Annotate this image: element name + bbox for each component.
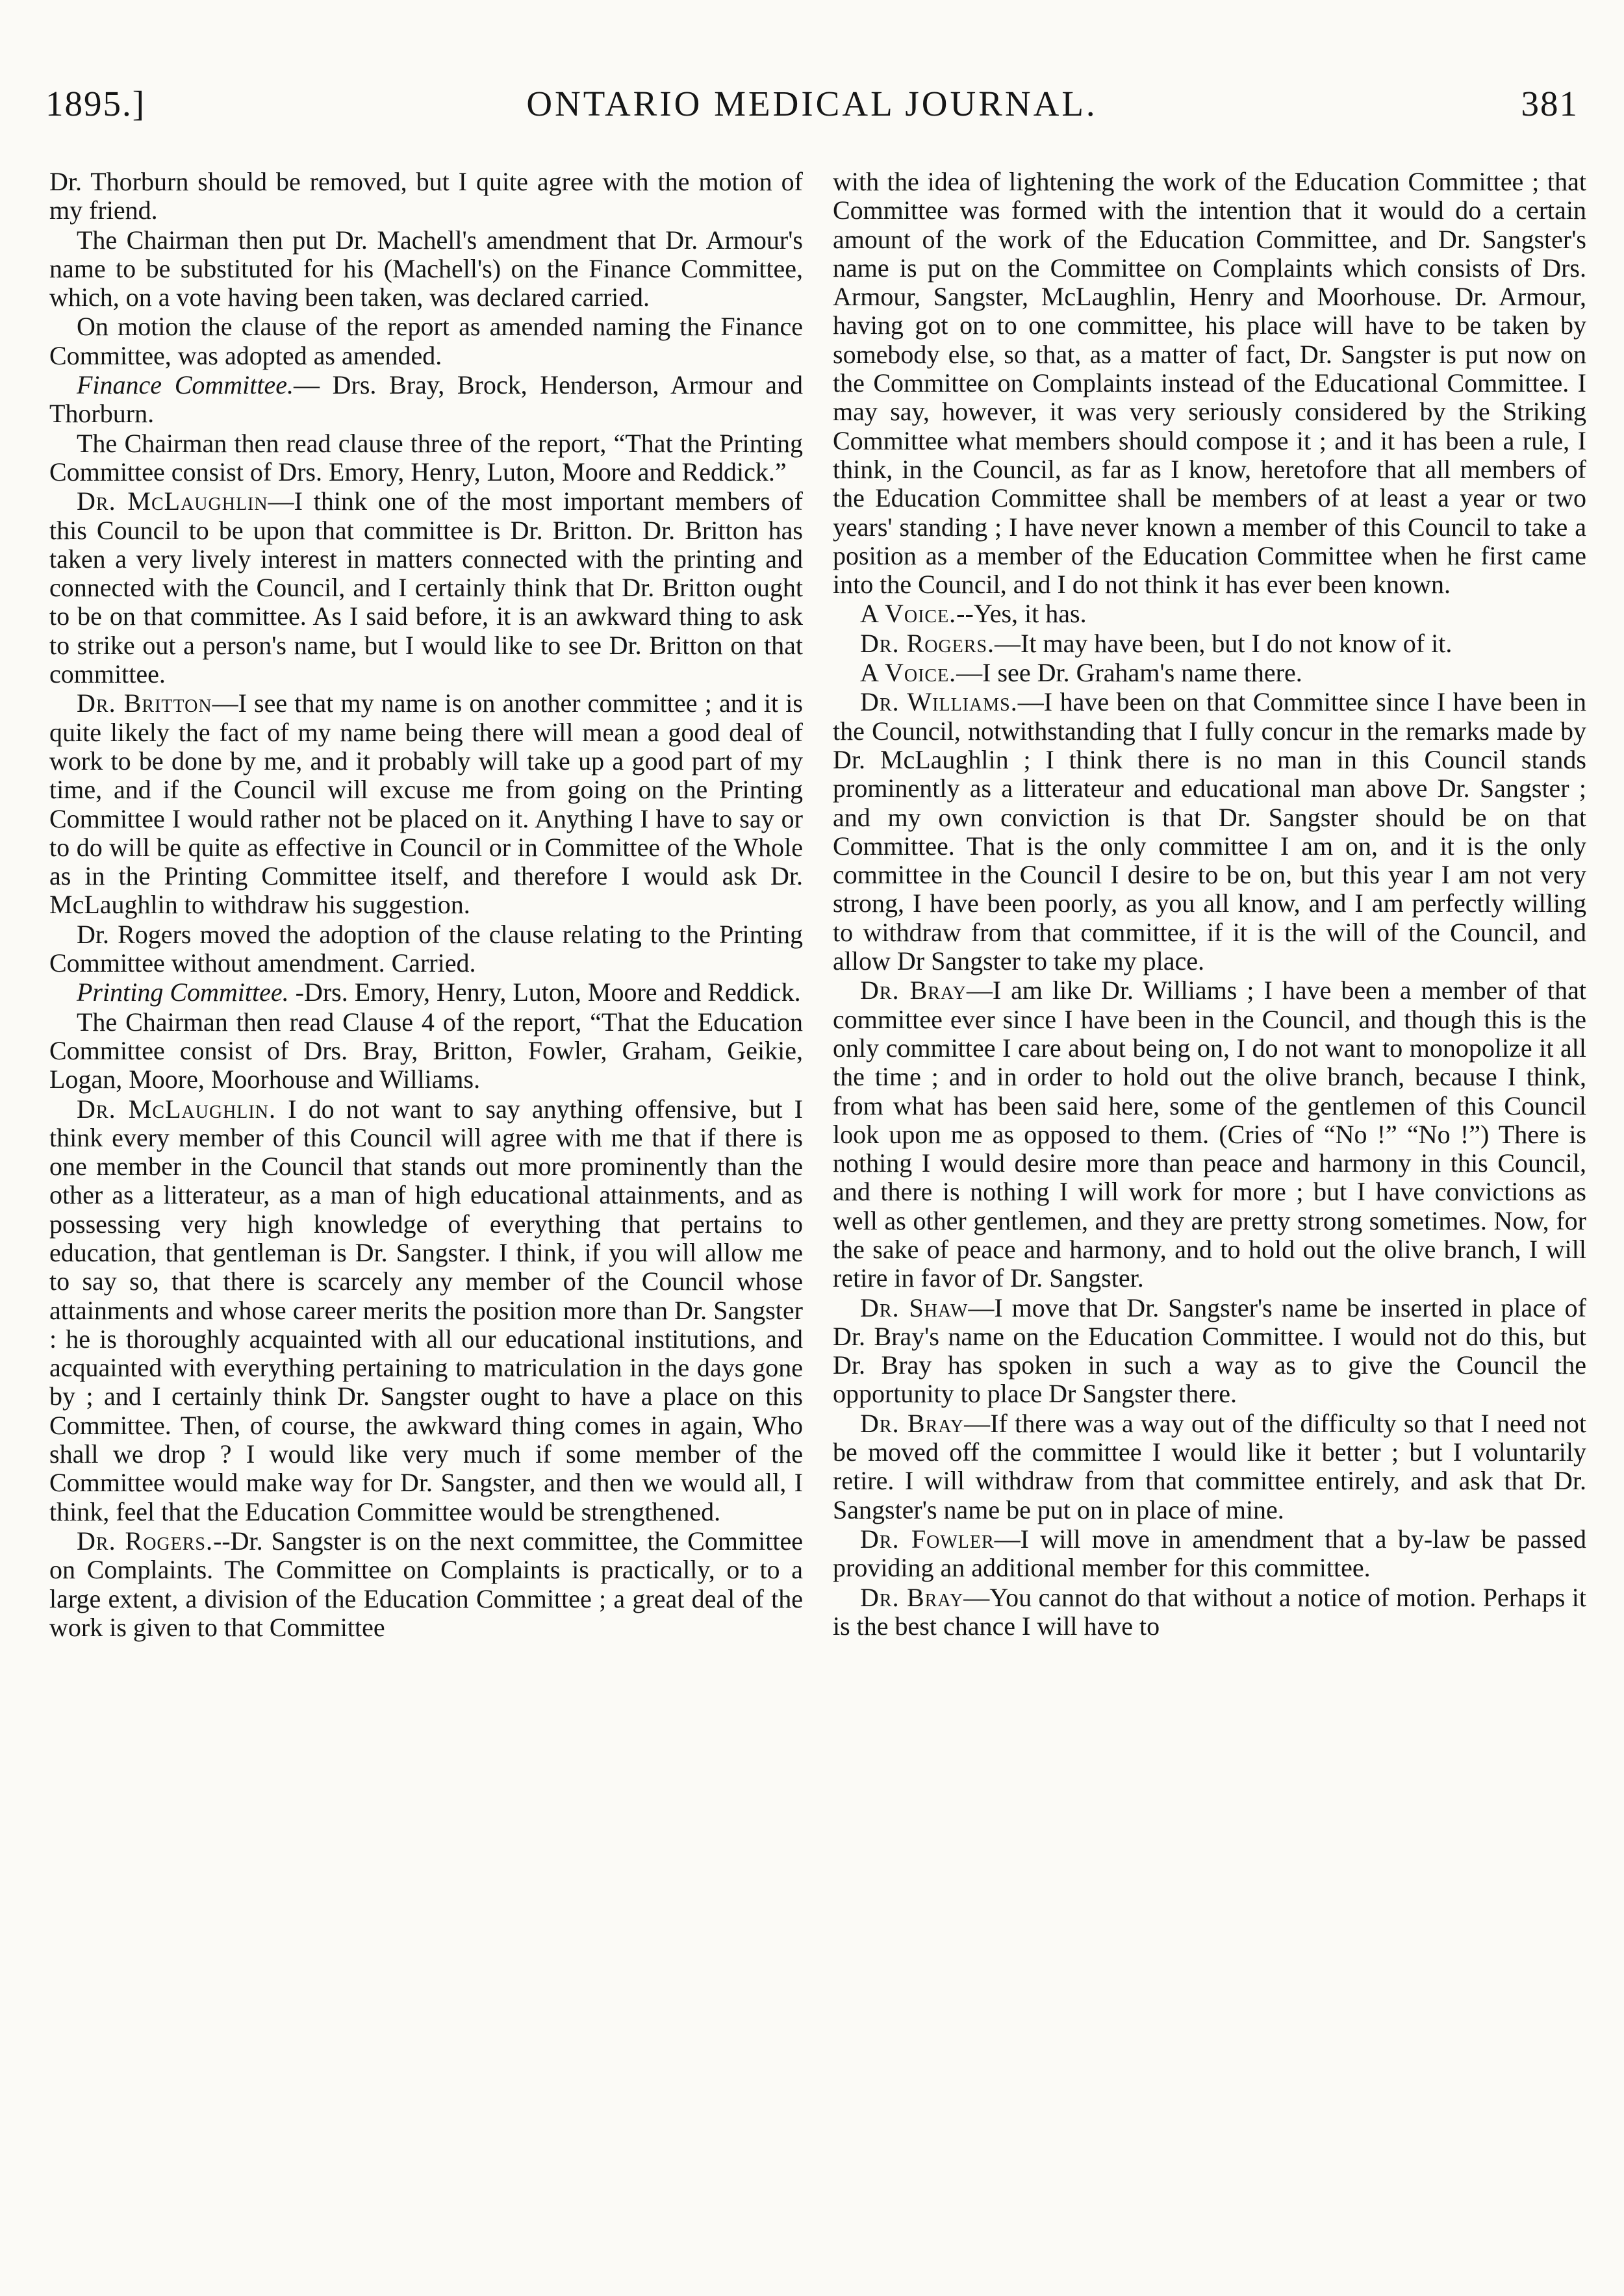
paragraph-text: The Chairman then read clause three of the report, “That the Printing Committee consist of Drs. Emory, Henry, Luton, Moore and Reddick.” (49, 428, 803, 486)
speaker-name: Dr. Fowler (860, 1524, 995, 1554)
speaker-name: A Voice. (860, 658, 957, 688)
speaker-name: Dr. Rogers. (860, 628, 995, 658)
committee-label: Printing Committee. (77, 978, 289, 1007)
speaker-text: I do not want to say anything offensive, but I think every member of this Council will agree with me that if there is one member in the Council that stands out more prominently than the other as a litterateur, as a man of high educational attainments, and as possessing very high knowledge of everything that pertains to education, that gentleman is Dr. Sangster. I think, if you will allow me to say so, that there is scarcely any member of the Council whose attainments and whose career merits the position more than Dr. Sangster : he is thoroughly acquainted with all our educational institutions, and acquainted with everything pertaining to matriculation in the days gone by ; and I certainly think Dr. Sangster ought to have a place on this Committee. Then, of course, the awkward thing comes in again, Who shall we drop ? I would like very much if some member of the Committee would make way for Dr. Sangster, and then we would all, I think, feel that the Education Committee would be strengthened. (49, 1094, 803, 1526)
speaker-name: Dr. McLaughlin. (77, 1094, 276, 1124)
committee-members: — Drs. Bray, Brock, Henderson, Armour and Thorburn. (49, 370, 803, 429)
speaker-name: A Voice. (860, 599, 957, 629)
speaker-name: Dr. Bray (860, 1408, 965, 1438)
speaker-text: —I have been on that Committee since I have been in the Council, notwithstanding that I fully concur in the remarks made by Dr. McLaughlin ; I think there is no man in this Council stands prominently as a litterateur and educational man above Dr. Sangster ; and my own conviction is that Dr. Sangster should be on that Committee. That is the only committee I am on, and it is the only committee in the Council I desire to be on, but this year I am not very strong, I have been poorly, as you all know, and I am perfectly willing to withdraw from that committee, if it is the will of the Council, and allow Dr Sangster to take my place. (833, 687, 1586, 976)
speaker-name: Dr. Williams. (860, 687, 1018, 717)
speaker-text: —I move that Dr. Sangster's name be inserted in place of Dr. Bray's name on the Education Committee. I would not do this, but Dr. Bray has spoken in such a way as to give the Council the opportunity to place Dr Sangster there. (833, 1293, 1586, 1409)
left-column (49, 168, 803, 2262)
speaker-paragraph (49, 487, 803, 688)
committee-listing (49, 371, 803, 429)
speaker-text: —It may have been, but I do not know of it. (995, 628, 1453, 658)
journal-title: ONTARIO MEDICAL JOURNAL. (526, 84, 1098, 123)
speaker-paragraph (833, 599, 1586, 628)
paragraph-text: On motion the clause of the report as amended naming the Finance Committee, was adopted as amended. (49, 312, 803, 370)
speaker-text: —I will move in amendment that a by-law be passed providing an additional member for this committee. (833, 1524, 1586, 1583)
speaker-text: --Yes, it has. (956, 599, 1087, 629)
paragraph-text: with the idea of lightening the work of the Education Committee ; that Committee was formed with the intention that it would do a certain amount of the work of the Education Committee, and Dr. Sangster's name is put on the Committee on Complaints which consists of Drs. Armour, Sangster, McLaughlin, Henry and Moorhouse. Dr. Armour, having got on to one committee, his place will have to be taken by somebody else, so that, as a matter of fact, Dr. Sangster is put now on the Committee on Complaints instead of the Educational Committee. I may say, however, it was very seriously considered by the Striking Committee what members should compose it ; and it has been a rule, I think, in the Council, as far as I know, heretofore that all members of the Education Committee shall be members of at least a year or two years' standing ; I have never known a member of this Council to take a position as a member of the Education Committee when he first came into the Council, and I do not think it has ever been known. (833, 168, 1586, 599)
speaker-paragraph (833, 1525, 1586, 1583)
committee-label: Finance Committee. (77, 370, 294, 400)
speaker-paragraph (833, 688, 1586, 976)
continued-paragraph (49, 168, 803, 225)
header-year: 1895.] (45, 84, 146, 123)
speaker-name: Dr. McLaughlin (77, 486, 268, 516)
paragraph-text: Dr. Thorburn should be removed, but I quite agree with the motion of my friend. (49, 168, 803, 225)
speaker-text: —You cannot do that without a notice of motion. Perhaps it is the best chance I will have to (833, 1582, 1586, 1641)
speaker-paragraph (833, 1294, 1586, 1409)
right-column (833, 168, 1586, 2262)
speaker-paragraph (833, 976, 1586, 1293)
speaker-text: —I think one of the most important members of this Council to be upon that committee is Dr. Britton. Dr. Britton has taken a very lively interest in matters connected with the printing and connected with the Council, and I certainly think that Dr. Britton ought to be on that committee. As I said before, it is an awkward thing to ask to strike out a person's name, but I would like to see Dr. Britton on that committee. (49, 486, 803, 689)
speaker-paragraph (49, 689, 803, 919)
speaker-text: —I see that my name is on another committee ; and it is quite likely the fact of my name being there will mean a good deal of work to be done by me, and it probably will take up a good part of my time, and if the Council will excuse me from going on the Printing Committee I would rather not be placed on it. Anything I have to say or to do will be quite as effective in Council or in Committee of the Whole as in the Printing Committee itself, and therefore I would ask Dr. McLaughlin to withdraw his suggestion. (49, 688, 803, 920)
speaker-name: Dr. Rogers. (77, 1526, 214, 1556)
speaker-text: —I am like Dr. Williams ; I have been a member of that committee ever since I have been in the Council, and though this is the only committee I care about being on, I do not want to monopolize it all the time ; and in order to hold out the olive branch, because I think, from what has been said here, some of the gentlemen of this Council look upon me as opposed to them. (Cries of “No !” “No !”) There is nothing I would desire more than peace and harmony in this Council, and there is nothing I will work for more ; but I have convictions as well as other gentlemen, and they are pretty strong sometimes. Now, for the sake of peace and harmony, and to hold out the olive branch, I will retire in favor of Dr. Sangster. (833, 976, 1586, 1293)
speaker-paragraph (49, 1527, 803, 1642)
speaker-paragraph (833, 629, 1586, 658)
speaker-text: --Dr. Sangster is on the next committee, the Committee on Complaints. The Committee on Complaints is practically, or to a large extent, a division of the Education Committee ; a great deal of the work is given to that Committee (49, 1526, 803, 1642)
speaker-name: Dr. Bray (860, 1582, 964, 1612)
speaker-name: Dr. Britton (77, 688, 212, 718)
paragraph (49, 1008, 803, 1094)
speaker-name: Dr. Bray (860, 976, 967, 1005)
speaker-text: —If there was a way out of the difficulty so that I need not be moved off the committee I would like it better ; but I voluntarily retire. I will withdraw from that committee entirely, and ask that Dr. Sangster's name be put on in place of mine. (833, 1408, 1586, 1524)
paragraph-text: The Chairman then read Clause 4 of the report, “That the Education Committee consist of Drs. Bray, Britton, Fowler, Graham, Geikie, Logan, Moore, Moorhouse and Williams. (49, 1007, 803, 1094)
page-number: 381 (1521, 84, 1579, 123)
paragraph (49, 312, 803, 370)
paragraph (49, 920, 803, 978)
paragraph-text: The Chairman then put Dr. Machell's amendment that Dr. Armour's name to be substituted for his (Machell's) on the Finance Committee, which, on a vote having been taken, was declared carried. (49, 225, 803, 312)
committee-members: -Drs. Emory, Henry, Luton, Moore and Reddick. (288, 978, 801, 1007)
speaker-paragraph (833, 659, 1586, 687)
committee-listing (49, 978, 803, 1007)
paragraph-text: Dr. Rogers moved the adoption of the clause relating to the Printing Committee without amendment. Carried. (49, 919, 803, 978)
speaker-paragraph (833, 1409, 1586, 1524)
paragraph (49, 429, 803, 487)
speaker-paragraph (833, 1583, 1586, 1641)
speaker-text: —I see Dr. Graham's name there. (956, 658, 1302, 688)
continued-paragraph (833, 168, 1586, 599)
paragraph (49, 226, 803, 312)
speaker-paragraph (49, 1095, 803, 1526)
running-header (45, 83, 1579, 135)
speaker-name: Dr. Shaw (860, 1293, 969, 1322)
